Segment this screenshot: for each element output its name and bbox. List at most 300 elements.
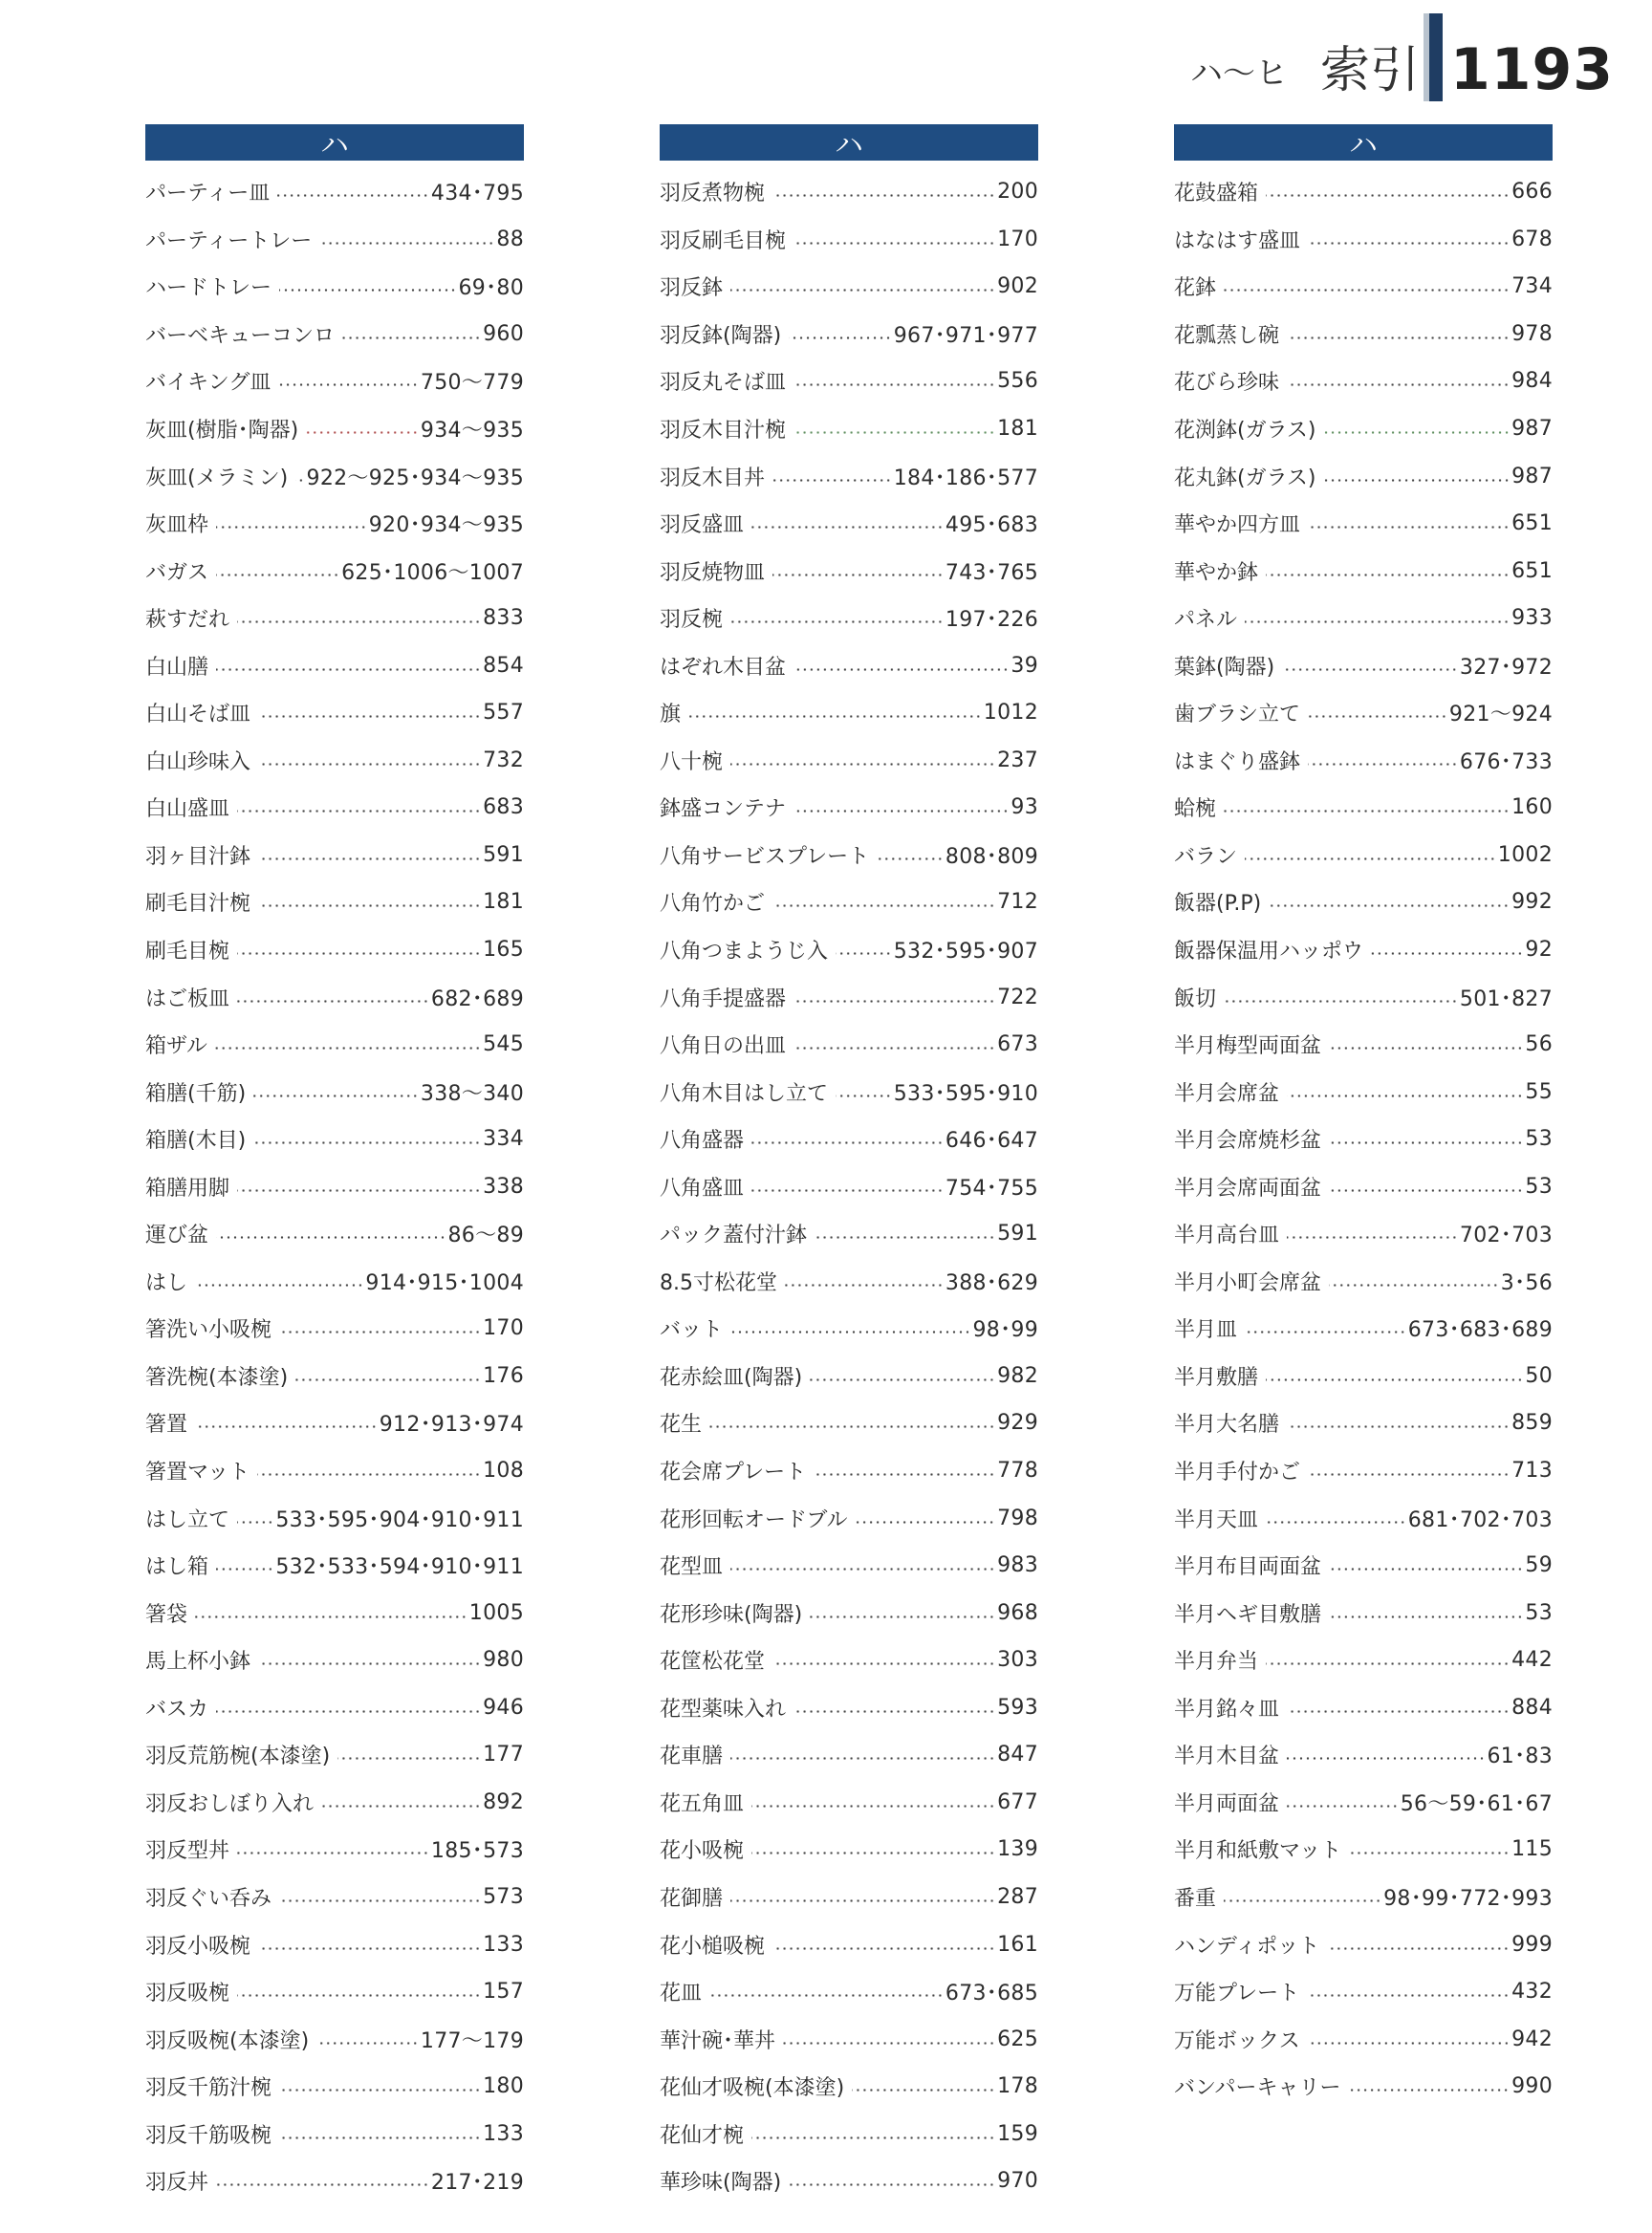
entry-pages: 673･685 bbox=[945, 1982, 1038, 2006]
index-entry bbox=[145, 311, 524, 358]
dot-leader bbox=[1308, 1473, 1510, 1476]
index-entry bbox=[660, 2110, 1038, 2157]
index-entry bbox=[145, 1116, 524, 1163]
entry-term: 半月両面盆 bbox=[1174, 1791, 1280, 1816]
dot-leader bbox=[783, 2042, 995, 2045]
entry-term: 飯器保温用ハッポウ bbox=[1174, 940, 1364, 965]
entry-term: はなはす盛皿 bbox=[1174, 228, 1301, 253]
dot-leader bbox=[1287, 336, 1510, 339]
entry-pages: 495･683 bbox=[945, 513, 1038, 538]
entry-term: はご板皿 bbox=[145, 986, 230, 1011]
dot-leader bbox=[1329, 1047, 1523, 1050]
index-entry bbox=[145, 1684, 524, 1732]
index-entry bbox=[145, 832, 524, 879]
index-entry bbox=[145, 689, 524, 737]
entry-term: 半月天皿 bbox=[1174, 1507, 1259, 1532]
index-entry bbox=[660, 405, 1038, 453]
entry-pages: 591 bbox=[483, 842, 524, 867]
index-entry bbox=[660, 1589, 1038, 1637]
index-entry bbox=[145, 784, 524, 832]
entry-pages: 859 bbox=[1511, 1411, 1553, 1436]
entry-term: 羽反おしぼり入れ bbox=[145, 1791, 315, 1816]
entry-term: 花小槌吸椀 bbox=[660, 1934, 766, 1959]
entry-pages: 573 bbox=[483, 1884, 524, 1909]
entry-term: 羽反吸椀(本漆塗) bbox=[145, 2028, 310, 2053]
entry-pages: 712 bbox=[997, 890, 1038, 915]
entry-pages: 327･972 bbox=[1459, 655, 1553, 680]
entry-term: 半月皿 bbox=[1174, 1318, 1238, 1343]
dot-leader bbox=[1266, 574, 1510, 576]
column-heading: ハ bbox=[145, 124, 524, 161]
dot-leader bbox=[1224, 810, 1510, 813]
entry-term: 番重 bbox=[1174, 1886, 1217, 1911]
dot-leader bbox=[1329, 1568, 1523, 1571]
index-entry bbox=[660, 2063, 1038, 2111]
entry-term: 半月小町会席盆 bbox=[1174, 1270, 1322, 1295]
entry-term: 羽反刷毛目椀 bbox=[660, 228, 787, 253]
dot-leader bbox=[258, 1662, 481, 1665]
dot-leader bbox=[772, 1662, 995, 1665]
entry-pages: 338 bbox=[483, 1174, 524, 1199]
entry-pages: 92 bbox=[1525, 938, 1553, 963]
entry-term: 半月梅型両面盆 bbox=[1174, 1034, 1322, 1059]
entry-pages: 50 bbox=[1525, 1363, 1553, 1388]
entry-pages: 999 bbox=[1511, 1932, 1553, 1957]
entry-term: 萩すだれ bbox=[145, 608, 230, 633]
entry-term: 八角日の出皿 bbox=[660, 1034, 787, 1059]
entry-term: 羽反千筋汁椀 bbox=[145, 2076, 272, 2101]
entry-term: 羽ヶ目汁鉢 bbox=[145, 844, 251, 869]
entry-term: 旗 bbox=[660, 703, 682, 727]
dot-leader bbox=[730, 1757, 995, 1760]
dot-leader bbox=[215, 1047, 481, 1050]
entry-pages: 833 bbox=[483, 606, 524, 631]
dot-leader bbox=[1266, 194, 1510, 197]
index-entry bbox=[660, 311, 1038, 358]
entry-term: 華汁碗･華丼 bbox=[660, 2028, 776, 2053]
entry-term: 半月弁当 bbox=[1174, 1650, 1259, 1675]
entry-pages: 56 bbox=[1525, 1032, 1553, 1057]
index-entry bbox=[660, 358, 1038, 405]
entry-term: 飯切 bbox=[1174, 986, 1217, 1011]
dot-leader bbox=[237, 1000, 429, 1003]
entry-pages: 180 bbox=[483, 2074, 524, 2099]
index-entry bbox=[1174, 689, 1553, 737]
index-entry bbox=[1174, 832, 1553, 879]
header-accent-bar bbox=[1429, 13, 1443, 101]
dot-leader bbox=[793, 1047, 995, 1050]
entry-pages: 178 bbox=[997, 2074, 1038, 2099]
index-entry bbox=[1174, 216, 1553, 264]
index-entry bbox=[1174, 1779, 1553, 1827]
index-entry bbox=[1174, 1731, 1553, 1779]
index-entry bbox=[145, 1920, 524, 1968]
index-entry bbox=[145, 1258, 524, 1306]
index-entry bbox=[145, 2157, 524, 2205]
entry-pages: 532･533･594･910･911 bbox=[275, 1555, 524, 1580]
entry-pages: 921〜924 bbox=[1448, 703, 1553, 727]
entry-pages: 185･573 bbox=[430, 1839, 524, 1864]
entry-term: 羽反椀 bbox=[660, 608, 724, 633]
entry-term: 半月銘々皿 bbox=[1174, 1697, 1280, 1722]
entry-term: 八角盛器 bbox=[660, 1129, 745, 1154]
dot-leader bbox=[216, 526, 367, 529]
index-entry bbox=[660, 1021, 1038, 1069]
entry-term: 花型薬味入れ bbox=[660, 1697, 787, 1722]
entry-pages: 646･647 bbox=[945, 1129, 1038, 1154]
dot-leader bbox=[237, 810, 481, 813]
dot-leader bbox=[793, 431, 995, 434]
index-entry bbox=[145, 1021, 524, 1069]
dot-leader bbox=[216, 1568, 273, 1571]
entry-term: 半月大名膳 bbox=[1174, 1413, 1280, 1438]
entry-pages: 88 bbox=[496, 227, 524, 251]
entry-term: 華やか四方皿 bbox=[1174, 513, 1301, 538]
dot-leader bbox=[688, 715, 982, 718]
entry-term: バット bbox=[660, 1318, 724, 1343]
entry-term: バスカ bbox=[145, 1697, 209, 1722]
dot-leader bbox=[772, 479, 892, 482]
entry-pages: 338〜340 bbox=[420, 1081, 524, 1106]
entry-pages: 912･913･974 bbox=[379, 1413, 524, 1438]
entry-pages: 170 bbox=[997, 227, 1038, 251]
index-entry bbox=[1174, 1116, 1553, 1163]
entry-pages: 3･56 bbox=[1500, 1270, 1553, 1295]
entry-pages: 432 bbox=[1511, 1980, 1553, 2005]
entry-pages: 754･755 bbox=[945, 1176, 1038, 1201]
index-entry bbox=[660, 1116, 1038, 1163]
entry-pages: 933 bbox=[1511, 606, 1553, 631]
entry-term: 半月ヘギ目敷膳 bbox=[1174, 1602, 1322, 1627]
entry-term: はし bbox=[145, 1270, 188, 1295]
entry-term: パーティートレー bbox=[145, 228, 313, 253]
index-entry bbox=[1174, 1494, 1553, 1542]
index-label: 索引 bbox=[1319, 42, 1420, 99]
index-entry bbox=[660, 832, 1038, 879]
index-entry bbox=[1174, 1874, 1553, 1921]
entry-term: 馬上杯小鉢 bbox=[145, 1650, 251, 1675]
entry-term: 八角サービスプレート bbox=[660, 844, 870, 869]
entry-term: はまぐり盛鉢 bbox=[1174, 749, 1301, 774]
entry-list bbox=[660, 168, 1038, 2205]
index-entry bbox=[1174, 500, 1553, 548]
index-entry bbox=[145, 878, 524, 926]
entry-term: 刷毛目椀 bbox=[145, 940, 230, 965]
entry-pages: 990 bbox=[1511, 2074, 1553, 2099]
entry-pages: 960 bbox=[483, 321, 524, 346]
entry-term: 八角手提盛器 bbox=[660, 986, 787, 1011]
index-entry bbox=[145, 405, 524, 453]
dot-leader bbox=[1287, 1236, 1458, 1239]
entry-term: 花瓢蒸し碗 bbox=[1174, 323, 1280, 348]
index-entry bbox=[145, 926, 524, 974]
entry-pages: 808･809 bbox=[945, 844, 1038, 869]
index-entry bbox=[1174, 358, 1553, 405]
dot-leader bbox=[751, 1141, 944, 1144]
dot-leader bbox=[319, 242, 494, 245]
dot-leader bbox=[253, 1141, 481, 1144]
dot-leader bbox=[789, 2183, 995, 2186]
entry-pages: 987 bbox=[1511, 464, 1553, 488]
entry-term: はし箱 bbox=[145, 1555, 209, 1580]
entry-pages: 946 bbox=[483, 1695, 524, 1720]
dot-leader bbox=[852, 2089, 995, 2092]
dot-leader bbox=[855, 1521, 995, 1524]
dot-leader bbox=[1266, 1378, 1523, 1381]
dot-leader bbox=[814, 1473, 995, 1476]
index-entry bbox=[660, 547, 1038, 595]
index-entry bbox=[145, 1210, 524, 1258]
index-entry bbox=[145, 1968, 524, 2016]
index-entry bbox=[145, 1589, 524, 1637]
index-entry bbox=[660, 1353, 1038, 1400]
dot-leader bbox=[195, 1615, 467, 1618]
index-entry bbox=[145, 547, 524, 595]
entry-term: 花御膳 bbox=[660, 1886, 724, 1911]
entry-term: 八角つまようじ入 bbox=[660, 940, 829, 965]
dot-leader bbox=[279, 289, 456, 292]
entry-pages: 532･595･907 bbox=[893, 940, 1038, 965]
dot-leader bbox=[1329, 1284, 1499, 1287]
entry-pages: 160 bbox=[1511, 795, 1553, 820]
entry-pages: 929 bbox=[997, 1411, 1038, 1436]
entry-pages: 677 bbox=[997, 1789, 1038, 1814]
index-entry bbox=[1174, 1162, 1553, 1210]
entry-term: 白山膳 bbox=[145, 655, 209, 680]
entry-term: 羽反木目丼 bbox=[660, 466, 766, 490]
index-entry bbox=[1174, 1258, 1553, 1306]
entry-pages: 200 bbox=[997, 180, 1038, 205]
entry-pages: 681･702･703 bbox=[1407, 1507, 1553, 1532]
index-entry bbox=[660, 737, 1038, 785]
dot-leader bbox=[1327, 1947, 1510, 1950]
entry-pages: 967･971･977 bbox=[893, 323, 1038, 348]
index-entry bbox=[145, 1542, 524, 1590]
entry-pages: 86〜89 bbox=[447, 1224, 524, 1248]
entry-pages: 625･1006〜1007 bbox=[341, 560, 524, 585]
entry-pages: 434･795 bbox=[430, 182, 524, 206]
entry-term: 半月高台皿 bbox=[1174, 1224, 1280, 1248]
entry-term: 箱膳用脚 bbox=[145, 1176, 230, 1201]
dot-leader bbox=[815, 1236, 995, 1239]
entry-pages: 854 bbox=[483, 653, 524, 678]
entry-pages: 1012 bbox=[983, 701, 1038, 726]
entry-term: 花小吸椀 bbox=[660, 1839, 745, 1864]
entry-term: 華珍味(陶器) bbox=[660, 2171, 782, 2196]
entry-term: 箱ザル bbox=[145, 1034, 207, 1059]
dot-leader bbox=[258, 1947, 481, 1950]
page-header bbox=[1190, 27, 1614, 103]
index-entry bbox=[145, 263, 524, 311]
dot-leader bbox=[1307, 1994, 1510, 1997]
dot-leader bbox=[772, 194, 995, 197]
dot-leader bbox=[258, 857, 481, 860]
column-heading: ハ bbox=[1174, 124, 1553, 161]
entry-term: 羽反丼 bbox=[145, 2171, 209, 2196]
index-entry bbox=[660, 1874, 1038, 1921]
dot-leader bbox=[337, 1757, 481, 1760]
entry-pages: 982 bbox=[997, 1363, 1038, 1388]
dot-leader bbox=[709, 1994, 944, 1997]
entry-term: 花びら珍味 bbox=[1174, 371, 1280, 396]
dot-leader bbox=[279, 1899, 481, 1902]
dot-leader bbox=[258, 763, 481, 766]
entry-term: 蛤椀 bbox=[1174, 797, 1217, 822]
dot-leader bbox=[772, 574, 944, 576]
entry-term: 箸袋 bbox=[145, 1602, 188, 1627]
entry-term: 葉鉢(陶器) bbox=[1174, 655, 1275, 680]
entry-pages: 170 bbox=[483, 1316, 524, 1341]
index-entry bbox=[1174, 737, 1553, 785]
entry-term: 半月会席焼杉盆 bbox=[1174, 1129, 1322, 1154]
entry-pages: 673 bbox=[997, 1032, 1038, 1057]
entry-pages: 98･99 bbox=[972, 1318, 1038, 1343]
entry-pages: 673･683･689 bbox=[1407, 1318, 1553, 1343]
dot-leader bbox=[709, 1425, 995, 1428]
entry-pages: 533･595･910 bbox=[893, 1081, 1038, 1106]
entry-term: バーベキューコンロ bbox=[145, 323, 336, 348]
dot-leader bbox=[772, 1947, 995, 1950]
index-entry bbox=[145, 500, 524, 548]
dot-leader bbox=[1287, 1095, 1523, 1097]
dot-leader bbox=[295, 479, 304, 482]
entry-term: 羽反丸そば皿 bbox=[660, 371, 787, 396]
entry-pages: 625 bbox=[997, 2027, 1038, 2051]
dot-leader bbox=[257, 1473, 481, 1476]
entry-term: 八角竹かご bbox=[660, 892, 766, 917]
entry-term: バラン bbox=[1174, 844, 1238, 869]
entry-term: 半月敷膳 bbox=[1174, 1365, 1259, 1390]
dot-leader bbox=[877, 857, 944, 860]
index-entry bbox=[145, 1305, 524, 1353]
entry-term: 花仙才吸椀(本漆塗) bbox=[660, 2076, 845, 2101]
entry-term: 灰皿(樹脂･陶器) bbox=[145, 419, 299, 443]
entry-term: バイキング皿 bbox=[145, 371, 272, 396]
dot-leader bbox=[1245, 620, 1510, 623]
index-entry bbox=[1174, 1589, 1553, 1637]
dot-leader bbox=[730, 1568, 995, 1571]
entry-pages: 798 bbox=[997, 1506, 1038, 1530]
dot-leader bbox=[836, 952, 892, 955]
entry-pages: 139 bbox=[997, 1837, 1038, 1862]
dot-leader bbox=[306, 431, 419, 434]
entry-pages: 53 bbox=[1525, 1600, 1553, 1625]
entry-term: 羽反荒筋椀(本漆塗) bbox=[145, 1745, 331, 1769]
dot-leader bbox=[730, 289, 995, 292]
entry-term: 花形珍味(陶器) bbox=[660, 1602, 803, 1627]
dot-leader bbox=[730, 1331, 970, 1333]
index-entry bbox=[1174, 1447, 1553, 1495]
entry-pages: 722 bbox=[997, 985, 1038, 1009]
dot-leader bbox=[751, 2136, 995, 2139]
entry-pages: 59 bbox=[1525, 1553, 1553, 1578]
dot-leader bbox=[793, 383, 995, 386]
index-entry bbox=[145, 1874, 524, 1921]
index-entry bbox=[660, 973, 1038, 1021]
index-entry bbox=[660, 1305, 1038, 1353]
index-column-1 bbox=[145, 124, 524, 2205]
dot-leader bbox=[1287, 1710, 1510, 1713]
entry-term: ハンディポット bbox=[1174, 1934, 1320, 1959]
entry-term: 箱膳(木目) bbox=[145, 1129, 247, 1154]
dot-leader bbox=[1282, 668, 1458, 671]
dot-leader bbox=[1308, 526, 1510, 529]
entry-term: 花型皿 bbox=[660, 1555, 724, 1580]
index-entry bbox=[1174, 1637, 1553, 1684]
entry-pages: 651 bbox=[1511, 558, 1553, 583]
entry-term: 羽反鉢 bbox=[660, 276, 724, 301]
entry-pages: 922〜925･934〜935 bbox=[306, 466, 524, 490]
dot-leader bbox=[342, 336, 481, 339]
entry-pages: 237 bbox=[997, 748, 1038, 772]
index-column-3 bbox=[1174, 124, 1553, 2110]
index-entry bbox=[660, 1542, 1038, 1590]
dot-leader bbox=[730, 1899, 995, 1902]
entry-pages: 713 bbox=[1511, 1459, 1553, 1484]
entry-pages: 181 bbox=[483, 890, 524, 915]
dot-leader bbox=[1266, 1662, 1510, 1665]
index-range: ハ〜ヒ bbox=[1189, 54, 1288, 93]
index-entry bbox=[660, 784, 1038, 832]
dot-leader bbox=[279, 2136, 481, 2139]
entry-pages: 53 bbox=[1525, 1127, 1553, 1152]
index-entry bbox=[145, 641, 524, 689]
index-entry bbox=[660, 595, 1038, 642]
dot-leader bbox=[793, 242, 995, 245]
dot-leader bbox=[258, 715, 481, 718]
dot-leader bbox=[1224, 289, 1510, 292]
index-entry bbox=[145, 1162, 524, 1210]
entry-term: 万能ボックス bbox=[1174, 2028, 1300, 2053]
dot-leader bbox=[1349, 1852, 1510, 1854]
dot-leader bbox=[730, 620, 944, 623]
entry-term: ハードトレー bbox=[145, 276, 272, 301]
entry-pages: 53 bbox=[1525, 1174, 1553, 1199]
entry-pages: 161 bbox=[997, 1932, 1038, 1957]
entry-pages: 978 bbox=[1511, 321, 1553, 346]
index-entry bbox=[145, 1447, 524, 1495]
entry-pages: 177〜179 bbox=[420, 2028, 524, 2053]
entry-term: パック蓋付汁鉢 bbox=[660, 1224, 808, 1248]
dot-leader bbox=[751, 1852, 995, 1854]
dot-leader bbox=[810, 1378, 995, 1381]
entry-pages: 108 bbox=[483, 1459, 524, 1484]
dot-leader bbox=[1266, 1521, 1406, 1524]
entry-term: 8.5寸松花堂 bbox=[660, 1270, 777, 1295]
dot-leader bbox=[785, 1284, 944, 1287]
page-number: 1193 bbox=[1450, 36, 1614, 103]
entry-term: 花車膳 bbox=[660, 1745, 724, 1769]
dot-leader bbox=[295, 1378, 481, 1381]
dot-leader bbox=[237, 1994, 481, 1997]
index-entry bbox=[1174, 1826, 1553, 1874]
dot-leader bbox=[1287, 383, 1510, 386]
dot-leader bbox=[216, 1710, 481, 1713]
entry-term: 箸置マット bbox=[145, 1461, 250, 1485]
entry-term: はし立て bbox=[145, 1507, 230, 1532]
entry-term: 八十椀 bbox=[660, 749, 724, 774]
dot-leader bbox=[195, 1284, 363, 1287]
entry-term: 白山そば皿 bbox=[145, 703, 251, 727]
index-entry bbox=[660, 1447, 1038, 1495]
index-entry bbox=[1174, 311, 1553, 358]
entry-term: 八角盛皿 bbox=[660, 1176, 745, 1201]
dot-leader bbox=[277, 194, 429, 197]
entry-term: パネル bbox=[1174, 608, 1238, 633]
dot-leader bbox=[1224, 1899, 1381, 1902]
dot-leader bbox=[216, 574, 339, 576]
index-entry bbox=[1174, 784, 1553, 832]
